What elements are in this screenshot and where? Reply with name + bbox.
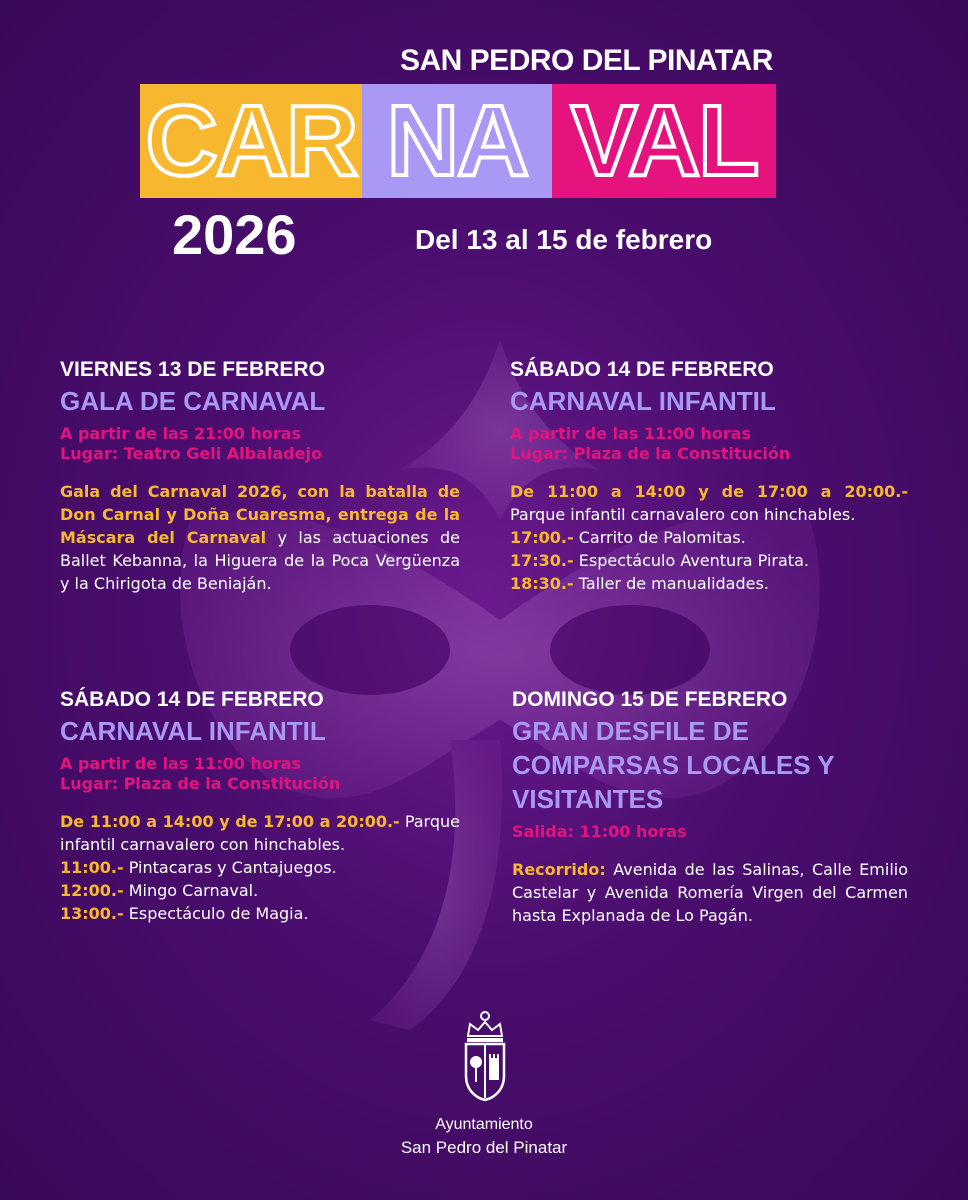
section-time: A partir de las 11:00 horas bbox=[60, 754, 302, 773]
footer-town: San Pedro del Pinatar bbox=[400, 1138, 568, 1157]
schedule-activity: Espectáculo de Magia. bbox=[123, 904, 309, 923]
route-label: Recorrido: bbox=[512, 860, 606, 879]
footer-ayuntamiento: Ayuntamiento bbox=[435, 1116, 533, 1133]
section-place: Lugar: Teatro Geli Albaladejo bbox=[60, 444, 322, 463]
section-route bbox=[512, 858, 908, 927]
section-day: VIERNES 13 DE FEBRERO bbox=[60, 358, 325, 381]
schedule-activity: Mingo Carnaval. bbox=[123, 881, 259, 900]
section-day: SÁBADO 14 DE FEBRERO bbox=[60, 688, 324, 711]
section-place: Lugar: Plaza de la Constitución bbox=[510, 444, 791, 463]
section-event-title: GRAN DESFILE DE COMPARSAS LOCALES Y VISITANTES bbox=[512, 716, 835, 814]
section-domingo-desfile bbox=[512, 686, 908, 927]
section-time: Salida: 11:00 horas bbox=[512, 822, 687, 841]
schedule-time: 11:00.- bbox=[60, 858, 124, 877]
schedule-time: 13:00.- bbox=[60, 904, 124, 923]
section-description bbox=[60, 480, 460, 595]
schedule-activity: Pintacaras y Cantajuegos. bbox=[123, 858, 337, 877]
section-time: A partir de las 11:00 horas bbox=[510, 424, 752, 443]
schedule-activity: Taller de manualidades. bbox=[573, 574, 769, 593]
title-part-car: CAR bbox=[140, 84, 362, 198]
section-event-title: CARNAVAL INFANTIL bbox=[510, 386, 776, 416]
title-part-na: NA bbox=[362, 84, 552, 198]
section-day: DOMINGO 15 DE FEBRERO bbox=[512, 688, 788, 711]
schedule-item bbox=[510, 480, 908, 526]
event-year: 2026 bbox=[172, 203, 297, 266]
title-part-val: VAL bbox=[552, 84, 776, 198]
schedule-item bbox=[60, 879, 460, 902]
section-viernes-gala bbox=[60, 356, 460, 595]
schedule-item bbox=[60, 856, 460, 879]
schedule-item bbox=[510, 549, 908, 572]
schedule-time: 18:30.- bbox=[510, 574, 574, 593]
section-event-title: GALA DE CARNAVAL bbox=[60, 386, 326, 416]
schedule-time: De 11:00 a 14:00 y de 17:00 a 20:00.- bbox=[510, 482, 908, 501]
schedule-item bbox=[60, 810, 460, 856]
section-sabado-infantil-left bbox=[60, 686, 460, 925]
section-sabado-infantil-right bbox=[510, 356, 908, 595]
schedule-item bbox=[510, 572, 908, 595]
schedule-activity: Parque infantil carnavalero con hinchables. bbox=[510, 505, 856, 524]
description-highlight: Gala del Carnaval 2026, con la batalla de Don Carnal y Doña Cuaresma, entrega de la Máscara del Carnaval bbox=[60, 482, 460, 547]
schedule-time: 17:00.- bbox=[510, 528, 574, 547]
section-event-title: CARNAVAL INFANTIL bbox=[60, 716, 326, 746]
schedule-activity: Parque infantil carnavalero con hinchables. bbox=[60, 812, 460, 854]
section-day: SÁBADO 14 DE FEBRERO bbox=[510, 358, 774, 381]
town-name: SAN PEDRO DEL PINATAR bbox=[400, 44, 773, 77]
schedule-activity: Carrito de Palomitas. bbox=[573, 528, 746, 547]
schedule-item bbox=[510, 526, 908, 549]
schedule-time: 12:00.- bbox=[60, 881, 124, 900]
route-text: Avenida de las Salinas, Calle Emilio Castelar y Avenida Romería Virgen del Carmen hasta Explanada de Lo Pagán. bbox=[512, 860, 908, 925]
schedule-activity: Espectáculo Aventura Pirata. bbox=[573, 551, 809, 570]
description-text: y las actuaciones de Ballet Kebanna, la Higuera de la Poca Vergüenza y la Chirigota de Beniaján. bbox=[60, 528, 460, 593]
schedule-time: De 11:00 a 14:00 y de 17:00 a 20:00.- bbox=[60, 812, 400, 831]
carnaval-title bbox=[140, 84, 776, 198]
section-place: Lugar: Plaza de la Constitución bbox=[60, 774, 341, 793]
coat-of-arms-icon bbox=[458, 1010, 512, 1102]
event-dates: Del 13 al 15 de febrero bbox=[415, 224, 713, 255]
schedule-item bbox=[60, 902, 460, 925]
schedule-time: 17:30.- bbox=[510, 551, 574, 570]
section-schedule bbox=[510, 480, 908, 595]
section-time: A partir de las 21:00 horas bbox=[60, 424, 302, 443]
section-schedule bbox=[60, 810, 460, 925]
